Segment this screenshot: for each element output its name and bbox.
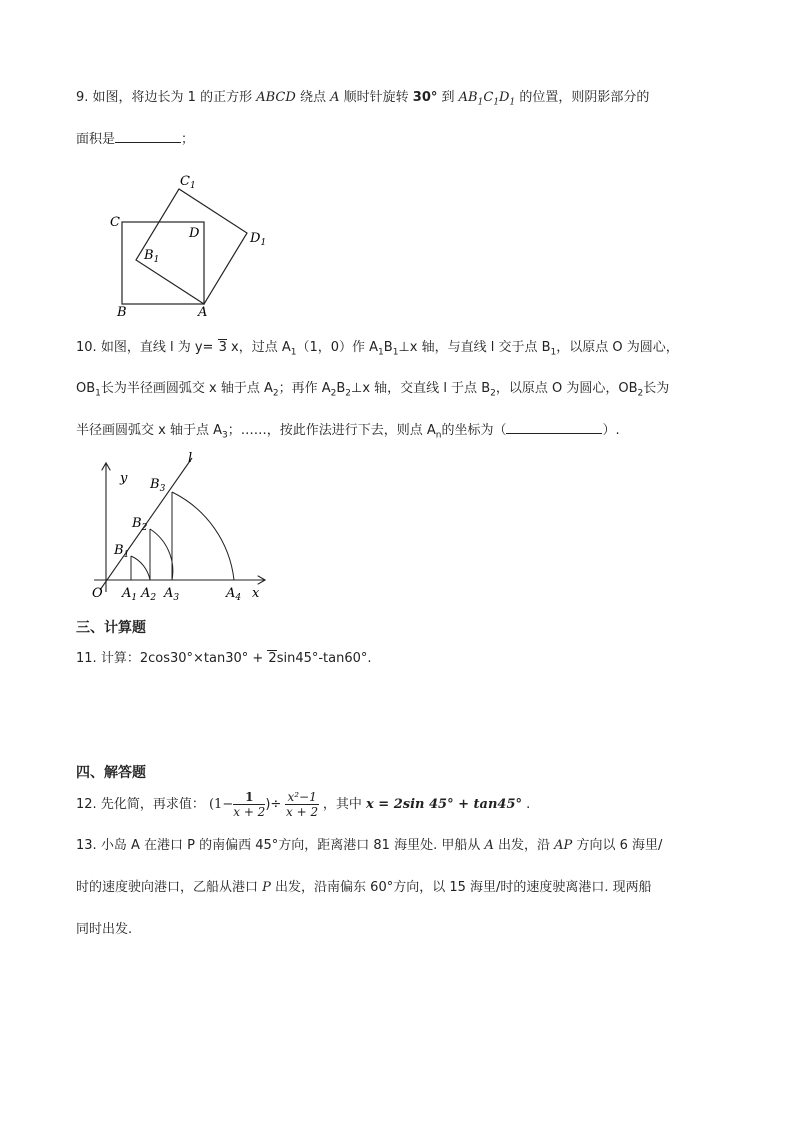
label-d1: $D_1$ — [250, 231, 267, 248]
q10-line3: 半径画圆弧交 x 轴于点 $A_3$；……，按此作法进行下去，则点 $A_n$的坐标为（ ）. — [76, 423, 620, 441]
label-b: B — [117, 305, 127, 320]
square-ab1c1d1 — [136, 189, 247, 304]
label-c1: $C_1$ — [180, 174, 196, 191]
answer-blank[interactable] — [115, 142, 181, 143]
fraction-2: $\frac{\text{x²−1}}{x + 2}$ — [286, 790, 319, 819]
q9-line2: 面积是 ； — [76, 132, 195, 147]
label-x: x — [252, 586, 260, 601]
q12: 12. 先化简，再求值： (1− $\frac{1}{x + 2}$ )÷ $\frac{\text{x²−1}}{x + 2}$ ，其中 x = 2sin 45° + tan45° . — [76, 790, 531, 819]
q9-figure — [100, 170, 280, 320]
label-o: O — [92, 586, 103, 601]
q9-line1: 9. 如图，将边长为 1 的正方形 ABCD 绕点 A 顺时针旋转 30° 到 $AB_1C_1D_1$ 的位置，则阴影部分的 — [76, 90, 650, 108]
label-a: A — [198, 305, 208, 320]
q10-figure — [88, 452, 278, 604]
label-b3: $B_3$ — [150, 477, 166, 494]
q13-line1: 13. 小岛 A 在港口 P 的南偏西 45°方向，距离港口 81 海里处. 甲船从 A 出发，沿 AP 方向以 6 海里/ — [76, 838, 663, 853]
q10-line2: $OB_1$长为半径画圆弧交 x 轴于点 $A_2$；再作 $A_2B_2\perp x$ 轴，交直线 l 于点 $B_2$，以原点 O 为圆心，$OB_2$长为 — [76, 381, 670, 399]
label-a2: $A_2$ — [141, 586, 157, 603]
arc-2 — [150, 529, 173, 580]
label-a3: $A_3$ — [164, 586, 180, 603]
label-b2: $B_2$ — [132, 516, 148, 533]
label-b1: $B_1$ — [114, 543, 130, 560]
section-3-title: 三、计算题 — [76, 620, 146, 636]
q13-line3: 同时出发. — [76, 922, 133, 937]
label-y: y — [120, 471, 128, 486]
label-d: D — [189, 226, 200, 241]
answer-blank[interactable] — [506, 433, 602, 434]
label-a1: $A_1$ — [122, 586, 138, 603]
q10-line1: 10. 如图，直线 l 为 y= 3 x，过点 $A_1(1$，0）作 $A_1B_1\perp x$ 轴，与直线 l 交于点 $B_1$，以原点 O 为圆心， — [76, 340, 679, 358]
label-l: l — [188, 452, 193, 466]
label-c: C — [110, 215, 120, 230]
q11: 11. 计算：2cos30°×tan30° + 2sin45°-tan60°. — [76, 651, 372, 666]
q13-line2: 时的速度驶向港口，乙船从港口 P 出发，沿南偏东 60°方向，以 15 海里/时的速度驶离港口. 现两船 — [76, 880, 652, 895]
section-4-title: 四、解答题 — [76, 765, 146, 781]
label-a4: $A_4$ — [226, 586, 242, 603]
arc-1 — [131, 556, 150, 580]
fraction-1: $\frac{1}{x + 2}$ — [233, 790, 266, 819]
arc-3 — [172, 492, 234, 580]
label-b1: $B_1$ — [144, 248, 160, 265]
